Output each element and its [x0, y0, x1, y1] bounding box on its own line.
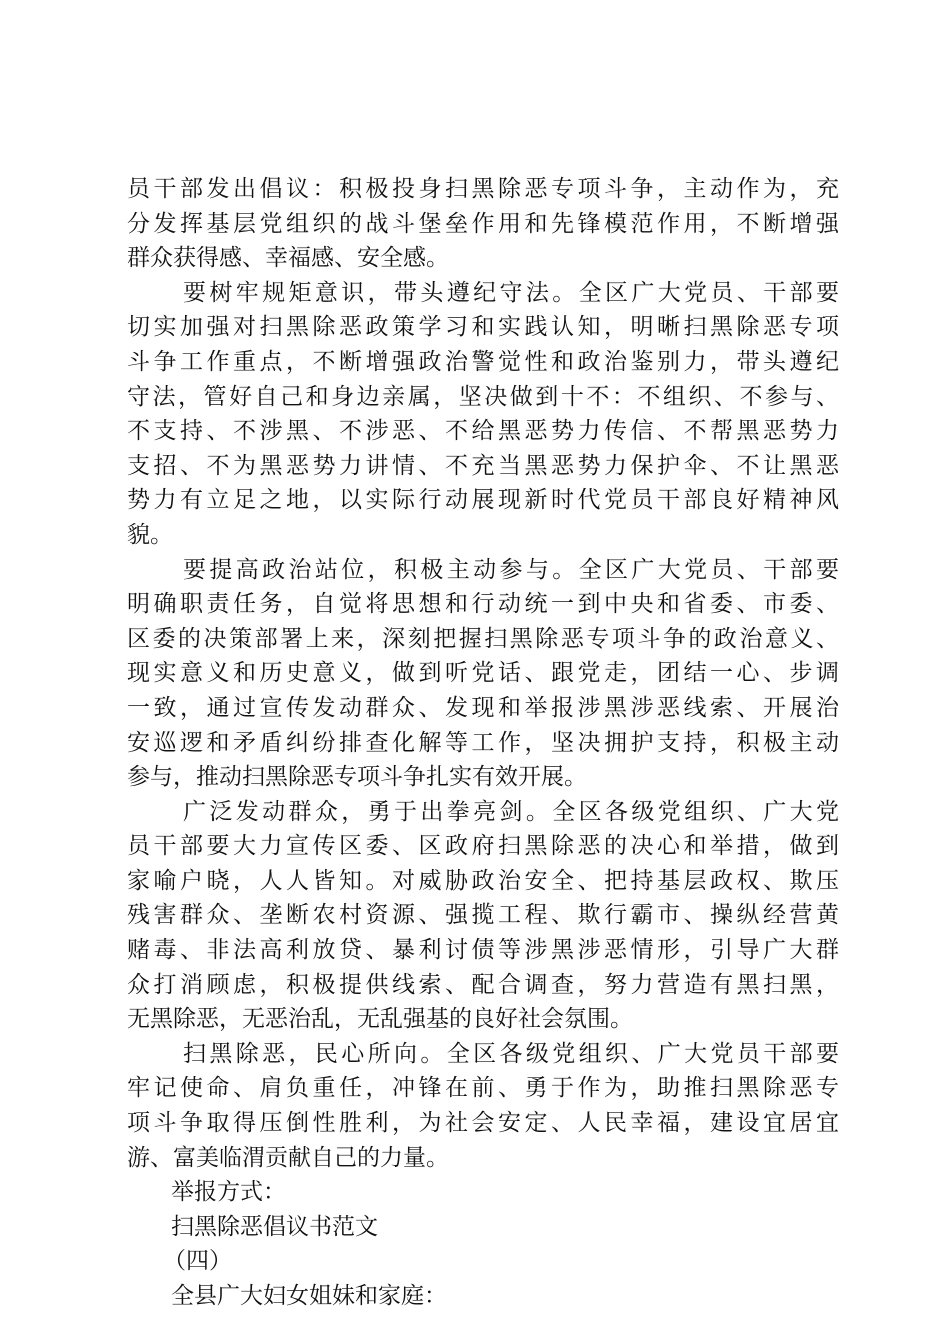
text-line: 要提高政治站位，积极主动参与。全区广大党员、干部要	[183, 556, 839, 583]
paragraph-3	[127, 553, 839, 795]
text-line: 项斗争取得压倒性胜利，为社会安定、人民幸福，建设宜居宜	[127, 1110, 839, 1137]
text-line: 支招、不为黑恶势力讲情、不充当黑恶势力保护伞、不让黑恶	[127, 452, 839, 479]
text-line: 分发挥基层党组织的战斗堡垒作用和先锋模范作用，不断增强	[127, 210, 839, 237]
text-line: 参与，推动扫黑除恶专项斗争扎实有效开展。	[127, 764, 587, 791]
text-line: 群众获得感、幸福感、安全感。	[127, 245, 449, 272]
text-line: 不支持、不涉黑、不涉恶、不给黑恶势力传信、不帮黑恶势力	[127, 418, 839, 445]
text-line: 现实意义和历史意义，做到听党话、跟党走，团结一心、步调	[127, 660, 839, 687]
paragraph-5	[127, 1037, 839, 1175]
salutation: 全县广大妇女姐妹和家庭：	[171, 1283, 447, 1309]
text-line: 游、富美临渭贡献自己的力量。	[127, 1144, 449, 1171]
text-line: 要树牢规矩意识，带头遵纪守法。全区广大党员、干部要	[183, 279, 839, 306]
text-line: 员干部要大力宣传区委、区政府扫黑除恶的决心和举措，做到	[127, 833, 839, 860]
text-line: 员干部发出倡议：积极投身扫黑除恶专项斗争，主动作为，充	[127, 176, 839, 202]
text-line: 广泛发动群众，勇于出拳亮剑。全区各级党组织、广大党	[183, 798, 839, 825]
text-line: 赌毒、非法高利放贷、暴利讨债等涉黑涉恶情形，引导广大群	[127, 937, 839, 964]
text-line: 牢记使命、肩负重任，冲锋在前、勇于作为，助推扫黑除恶专	[127, 1075, 839, 1102]
text-line: 一致，通过宣传发动群众、发现和举报涉黑涉恶线索、开展治	[127, 694, 839, 721]
text-line: 守法，管好自己和身边亲属，坚决做到十不：不组织、不参与、	[127, 383, 839, 410]
text-line: 残害群众、垄断农村资源、强揽工程、欺行霸市、操纵经营黄	[127, 902, 839, 929]
paragraph-2	[127, 276, 839, 553]
paragraph-1	[127, 172, 839, 276]
text-line: 无黑除恶，无恶治乱，无乱强基的良好社会氛围。	[127, 1006, 633, 1033]
text-line: 扫黑除恶，民心所向。全区各级党组织、广大党员干部要	[183, 1040, 839, 1067]
text-line: 区委的决策部署上来，深刻把握扫黑除恶专项斗争的政治意义、	[127, 625, 839, 652]
text-line: 安巡逻和矛盾纠纷排查化解等工作，坚决拥护支持，积极主动	[127, 729, 839, 756]
text-line: 家喻户晓，人人皆知。对威胁政治安全、把持基层政权、欺压	[127, 867, 839, 894]
report-label: 举报方式：	[171, 1179, 286, 1206]
paragraph-4	[127, 795, 839, 1037]
section-number: （四）	[163, 1248, 232, 1275]
text-line: 貌。	[127, 521, 173, 548]
section-title: 扫黑除恶倡议书范文	[171, 1213, 378, 1240]
document-body	[127, 172, 839, 1314]
text-line: 明确职责任务，自觉将思想和行动统一到中央和省委、市委、	[127, 591, 839, 618]
text-line: 势力有立足之地，以实际行动展现新时代党员干部良好精神风	[127, 487, 839, 514]
text-line: 斗争工作重点，不断增强政治警觉性和政治鉴别力，带头遵纪	[127, 348, 839, 375]
text-line: 切实加强对扫黑除恶政策学习和实践认知，明晰扫黑除恶专项	[127, 314, 839, 341]
text-line: 众打消顾虑，积极提供线索、配合调查，努力营造有黑扫黑，	[127, 971, 839, 998]
